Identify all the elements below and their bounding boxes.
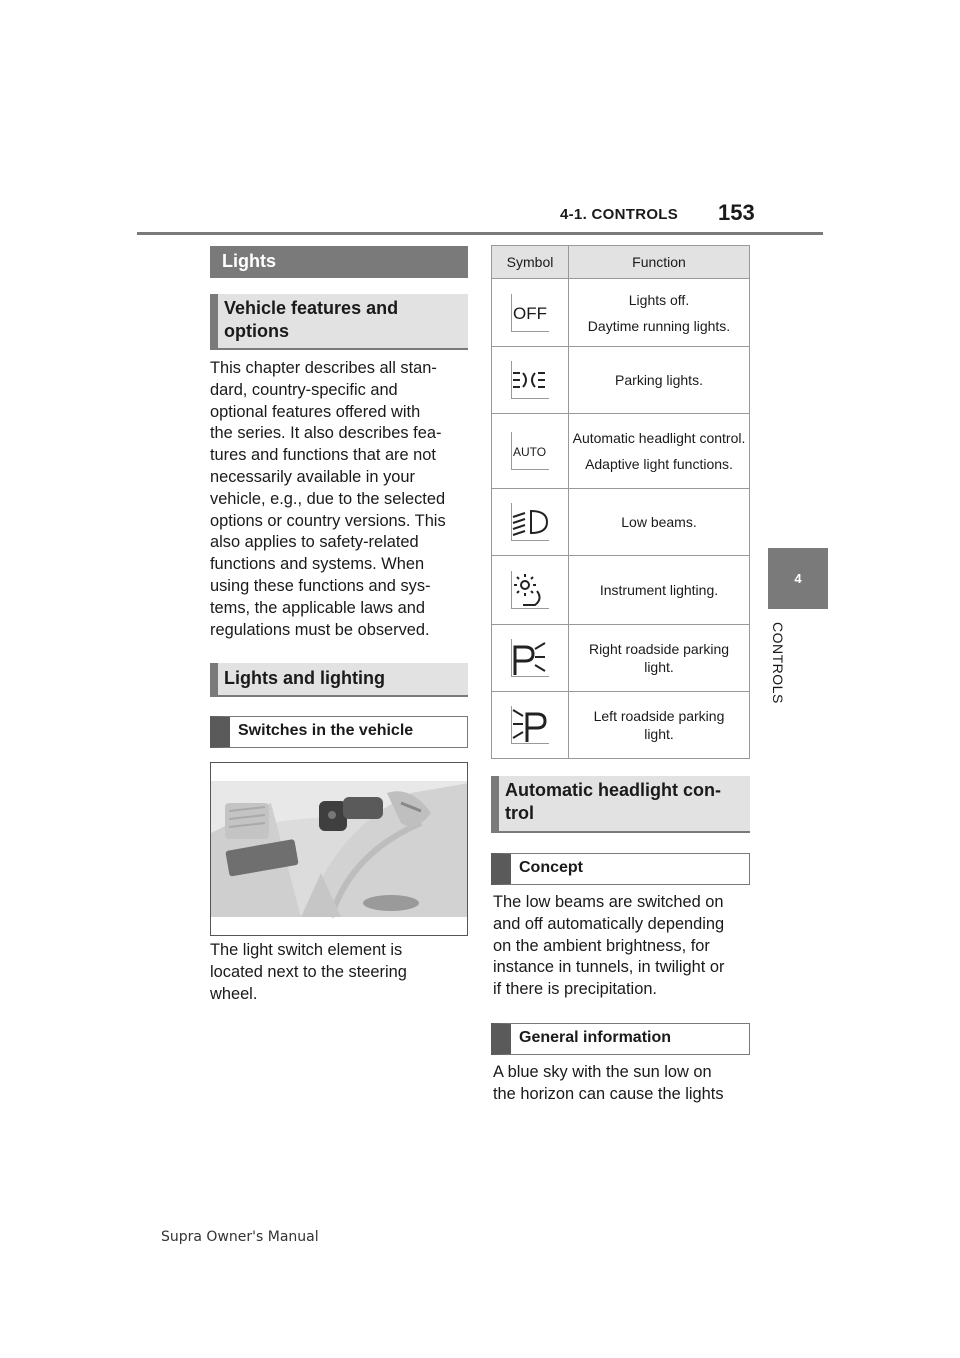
instrument-lighting-icon [511,571,549,609]
caption-line: wheel. [210,984,258,1003]
instrument-lighting-glyph [511,571,549,609]
table-row [492,347,750,414]
intro-line: dard, country-specific and [210,380,398,399]
table-row [492,556,750,625]
general-paragraph [493,1062,755,1106]
general-line: the horizon can cause the lights [493,1084,724,1103]
low-beams-icon [511,503,549,541]
function-text: Low beams. [621,514,697,530]
intro-line: This chapter describes all stan- [210,359,437,377]
table-row [492,414,750,489]
heading-auto-line: Automatic headlight con- [505,780,721,800]
symbol-cell [492,414,569,489]
intro-line: tures and functions that are not [210,446,436,465]
table-row [492,279,750,347]
function-text: Lights off. [628,291,690,308]
symbol-cell [492,625,569,692]
function-text: Right roadside parking light. [588,641,730,675]
concept-paragraph [493,892,755,1001]
intro-line: tems, the applicable laws and [210,598,426,617]
heading-concept: Concept [491,853,750,885]
caption-line: The light switch element is [210,941,403,959]
heading-vehicle-features-line: Vehicle features and [224,298,399,318]
caption-line: located next to the steering [210,962,407,981]
function-cell [569,489,750,556]
function-text: Daytime running lights. [587,317,731,334]
off-text-icon [511,294,549,332]
symbol-cell [492,489,569,556]
column-header-function: Function [569,246,750,279]
chapter-tab-number: 4 [768,548,828,609]
function-text: Automatic headlight control. [572,430,746,446]
function-cell [569,556,750,625]
parking-lights-glyph [511,361,549,399]
concept-line: and off automatically depending [493,914,725,933]
header-divider [137,232,823,235]
symbol-cell [492,692,569,759]
function-text: Left roadside parking light. [593,708,725,742]
chapter-tab-text: CONTROLS [770,622,786,704]
function-cell [569,625,750,692]
symbol-table [491,245,750,759]
intro-paragraph [210,358,472,641]
general-line: A blue sky with the sun low on [493,1063,712,1081]
function-cell [569,279,750,347]
table-row [492,625,750,692]
intro-line: vehicle, e.g., due to the selected [210,489,446,508]
heading-automatic-headlight-control [491,776,750,833]
left-roadside-parking-icon [511,706,549,744]
heading-lights: Lights [210,246,468,278]
intro-line: the series. It also describes fea- [210,424,442,443]
symbol-cell [492,556,569,625]
intro-line: also applies to safety-related [210,533,419,552]
auto-text-icon [511,432,549,470]
function-cell [569,692,750,759]
auto-icon-label: AUTO [513,445,547,459]
concept-line: instance in tunnels, in twilight or [493,958,725,977]
function-text: Instrument lighting. [599,582,719,598]
section-title: 4-1. CONTROLS [560,206,679,223]
column-header-symbol: Symbol [492,246,569,279]
function-text: Parking lights. [615,372,703,388]
right-roadside-parking-glyph [511,639,549,677]
table-header-row [492,246,750,279]
dashboard-illustration [211,763,468,936]
heading-vehicle-features-line: options [224,321,289,341]
function-cell [569,347,750,414]
page-number: 153 [718,200,755,225]
heading-switches: Switches in the vehicle [210,716,468,748]
heading-lights-and-lighting: Lights and lighting [210,663,468,697]
parking-lights-icon [511,361,549,399]
light-switch-photo [210,762,468,936]
concept-line: if there is precipitation. [493,980,657,999]
concept-line: on the ambient brightness, for [493,936,710,955]
chapter-tab-label [764,622,794,732]
function-cell [569,414,750,489]
off-icon-label: OFF [513,303,547,323]
intro-line: options or country versions. This [210,511,446,530]
manual-footer: Supra Owner's Manual [161,1229,319,1245]
switch-caption [210,940,472,1005]
heading-general-information: General information [491,1023,750,1055]
right-roadside-parking-icon [511,639,549,677]
heading-vehicle-features [210,294,468,350]
table-row [492,489,750,556]
intro-line: using these functions and sys- [210,576,431,595]
low-beams-glyph [511,503,549,541]
table-row [492,692,750,759]
symbol-cell [492,279,569,347]
intro-line: optional features offered with [210,402,421,421]
heading-auto-line: trol [505,803,534,823]
left-roadside-parking-glyph [511,706,549,744]
function-text: Adaptive light functions. [585,456,733,472]
intro-line: functions and systems. When [210,555,425,574]
intro-line: regulations must be observed. [210,620,430,639]
intro-line: necessarily available in your [210,467,415,486]
symbol-cell [492,347,569,414]
concept-line: The low beams are switched on [493,893,724,911]
